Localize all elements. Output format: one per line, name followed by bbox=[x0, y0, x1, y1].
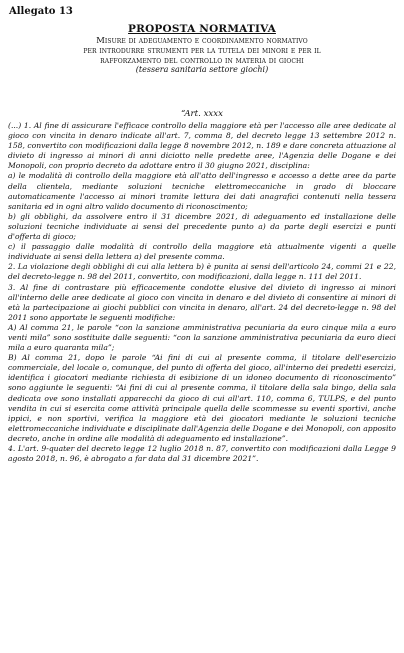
paragraph-4: 4. L'art. 9-quater del decreto legge 12 luglio 2018 n. 87, convertito con modificazioni dalla Legge 9 agosto 2018, n. 96, è abrogato a far data dal 31 dicembre 2021”. bbox=[8, 444, 396, 464]
paragraph-b: b) gli obblighi, da assolvere entro il 31 dicembre 2021, di adeguamento ed installazione delle soluzioni tecniche individuate ai sensi del precedente punto a) da parte degli esercizi e punti d'offerta di gioco; bbox=[8, 211, 396, 242]
paragraph-3-b: B) Al comma 21, dopo le parole “Ai fini di cui al presente comma, il titolare dell'esercizio commerciale, del locale o, comunque, del punto di offerta del gioco, all'interno dei predetti esercizi, identifica i giocatori mediante richiesta di esibizione di un idoneo documento di riconoscimento” sono aggiunte le seguenti: “Ai fini di cui al presente comma, il titolare della sala bingo, della sala dedicata ove sono installati apparecchi da gioco di cui all'art. 110, comma 6, TULPS, e del punto vendita in cui si esercita come attività principale quella delle scommesse su eventi sportivi, anche ippici, e non sportivi, verifica la maggiore età dei giocatori mediante le soluzioni tecniche elettromeccaniche individuate e disciplinate dall'Agenzia delle Dogane e dei Monopoli, con apposito decreto, anche in ordine alle modalità di adeguamento ed installazione”. bbox=[8, 353, 396, 443]
article-title: “Art. xxxx bbox=[181, 109, 223, 119]
document-title: PROPOSTA NORMATIVA bbox=[128, 23, 276, 35]
paragraph-a: a) le modalità di controllo della maggiore età all'atto dell'ingresso e accesso a dette aree da parte della clientela, mediante soluzioni tecniche elettromeccaniche in grado di bloccare automaticamente l'accesso ai minori tramite lettura dei dati anagrafici contenuti nella tessera sanitaria ed in ogni altro valido documento di riconoscimento; bbox=[8, 171, 396, 211]
heading-line-2: per introdurre strumenti per la tutela dei minori e per il bbox=[83, 45, 321, 55]
annex-label: Allegato 13 bbox=[9, 6, 73, 17]
paragraph-2: 2. La violazione degli obblighi di cui alla lettera b) è punita ai sensi dell'articolo 24, commi 21 e 22, del decreto-legge n. 98 del 2011, convertito, con modificazioni, dalla legge n. 111 del 2011. bbox=[8, 262, 396, 282]
article-body bbox=[8, 121, 396, 464]
paragraph-c: c) il passaggio dalle modalità di controllo della maggiore età attualmente vigenti a quelle individuate ai sensi della lettera a) del presente comma. bbox=[8, 242, 396, 262]
heading-line-3: rafforzamento del controllo in materia di giochi bbox=[100, 55, 304, 65]
heading-subtitle: (tessera sanitaria settore giochi) bbox=[135, 65, 269, 74]
paragraph-3-a: A) Al comma 21, le parole “con la sanzione amministrativa pecuniaria da euro cinque mila a euro venti mila” sono sostituite dalle seguenti: “con la sanzione amministrativa pecuniaria da euro dieci mila a euro quaranta mila”; bbox=[8, 322, 396, 353]
document-heading bbox=[8, 23, 396, 75]
paragraph-3: 3. Al fine di contrastare più efficacemente condotte elusive del divieto di ingresso ai minori all'interno delle aree dedicate al gioco con vincita in denaro e del divieto di consentire ai minori di età la partecipazione ai giochi pubblici con vincita in denaro, all'art. 24 del decreto-legge n. 98 del 2011 sono apportate le seguenti modifiche: bbox=[8, 282, 396, 322]
paragraph-1: (...) 1. Al fine di assicurare l'efficace controllo della maggiore età per l'accesso alle aree dedicate al gioco con vincita in denaro indicate all'art. 7, comma 8, del decreto legge 13 settembre 2012 n. 158, convertito con modificazioni dalla legge 8 novembre 2012, n. 189 e dare concreta attuazione al divieto di ingresso ai minori di anni diciotto nelle predette aree, l'Agenzia delle Dogane e dei Monopoli, con proprio decreto da adottare entro il 30 giugno 2021, disciplina: bbox=[8, 121, 396, 171]
heading-line-1: Misure di adeguamento e coordinamento normativo bbox=[96, 35, 308, 45]
